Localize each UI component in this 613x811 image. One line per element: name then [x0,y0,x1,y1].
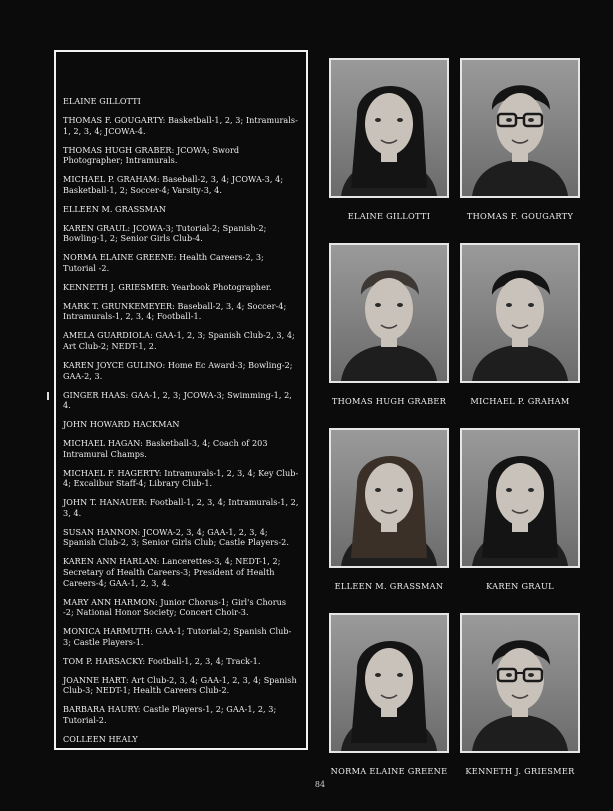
portrait-caption: THOMAS HUGH GRABER [331,396,447,406]
activities-list-box [54,50,308,750]
portrait-caption: THOMAS F. GOUGARTY [466,211,574,221]
student-portrait [329,243,449,383]
student-entry: SUSAN HANNON: JCOWA-2, 3, 4; GAA-1, 2, 3, 4; Spanish Club-2, 3; Senior Girls Club; Castle Players-2. [63,526,289,548]
student-portrait [460,243,580,383]
student-entry: MARK T. GRUNKEMEYER: Baseball-2, 3, 4; Soccer-4; Intramurals-1, 2, 3, 4; Football-1. [63,300,287,322]
student-entry: MONICA HARMUTH: GAA-1; Tutorial-2; Spanish Club-3; Castle Players-1. [63,626,292,647]
student-entry: JOANNE HART: Art Club-2, 3, 4; GAA-1, 2, 3, 4; Spanish Club-3; NEDT-1; Health Careers Club-2. [63,674,297,696]
student-entry: KAREN GRAUL: JCOWA-3; Tutorial-2; Spanish-2; Bowling-1, 2; Senior Girls Club-4. [63,222,267,244]
student-portrait [460,428,580,568]
student-portrait [460,613,580,753]
student-entry: NORMA ELAINE GREENE: Health Careers-2, 3; Tutorial -2. [63,252,264,273]
margin-mark [47,392,49,400]
student-entry: AMELA GUARDIOLA: GAA-1, 2, 3; Spanish Club-2, 3, 4; Art Club-2; NEDT-1, 2. [63,330,295,352]
student-entry: ELAINE GILLOTTI [63,96,141,106]
student-entry: BARBARA HAURY: Castle Players-1, 2; GAA-1, 2, 3; Tutorial-2. [63,704,277,725]
portrait-caption: ELAINE GILLOTTI [347,211,431,221]
portrait-caption: KENNETH J. GRIESMER [465,766,575,776]
student-entry: KAREN JOYCE GULINO: Home Ec Award-3; Bowling-2; GAA-2, 3. [63,360,293,381]
student-entry: MARY ANN HARMON: Junior Chorus-1; Girl's Chorus -2; National Honor Society; Concert Choir-3. [63,596,287,618]
student-entry: GINGER HAAS: GAA-1, 2, 3; JCOWA-3; Swimming-1, 2, 4. [63,389,292,411]
student-entry: KENNETH J. GRIESMER: Yearbook Photographer. [63,281,272,292]
page-number: 84 [314,780,326,789]
portrait-caption: NORMA ELAINE GREENE [330,766,448,776]
student-portrait [460,58,580,198]
student-entry: COLLEEN HEALY [63,733,138,744]
student-entry: TOM P. HARSACKY: Football-1, 2, 3, 4; Track-1. [63,655,261,666]
student-entry: KAREN ANN HARLAN: Lancerettes-3, 4; NEDT-1, 2; Secretary of Health Careers-3; President of Health Careers-4; GAA-1, 2, 3, 4. [63,556,281,588]
student-entry: MICHAEL F. HAGERTY: Intramurals-1, 2, 3, 4; Key Club-4; Excalibur Staff-4; Library Club-1. [63,467,299,489]
activities-list [63,96,299,745]
student-entry: MICHAEL P. GRAHAM: Baseball-2, 3, 4; JCOWA-3, 4; Basketball-1, 2; Soccer-4; Varsity-3, 4. [63,174,284,195]
portrait-caption: ELLEEN M. GRASSMAN [334,581,444,591]
student-portrait [329,58,449,198]
student-entry: JOHN T. HANAUER: Football-1, 2, 3, 4; Intramurals-1, 2, 3, 4. [63,497,299,518]
portrait-caption: KAREN GRAUL [486,581,554,591]
student-entry: JOHN HOWARD HACKMAN [63,419,180,430]
portrait-caption: MICHAEL P. GRAHAM [470,396,570,406]
student-portrait [329,428,449,568]
student-entry: THOMAS F. GOUGARTY: Basketball-1, 2, 3; Intramurals-1, 2, 3, 4; JCOWA-4. [63,114,298,136]
student-entry: ELLEEN M. GRASSMAN [63,203,167,214]
student-portrait [329,613,449,753]
student-entry: THOMAS HUGH GRABER: JCOWA; Sword Photographer; Intramurals. [63,144,240,166]
student-entry: MICHAEL HAGAN: Basketball-3, 4; Coach of 203 Intramural Champs. [63,438,268,459]
